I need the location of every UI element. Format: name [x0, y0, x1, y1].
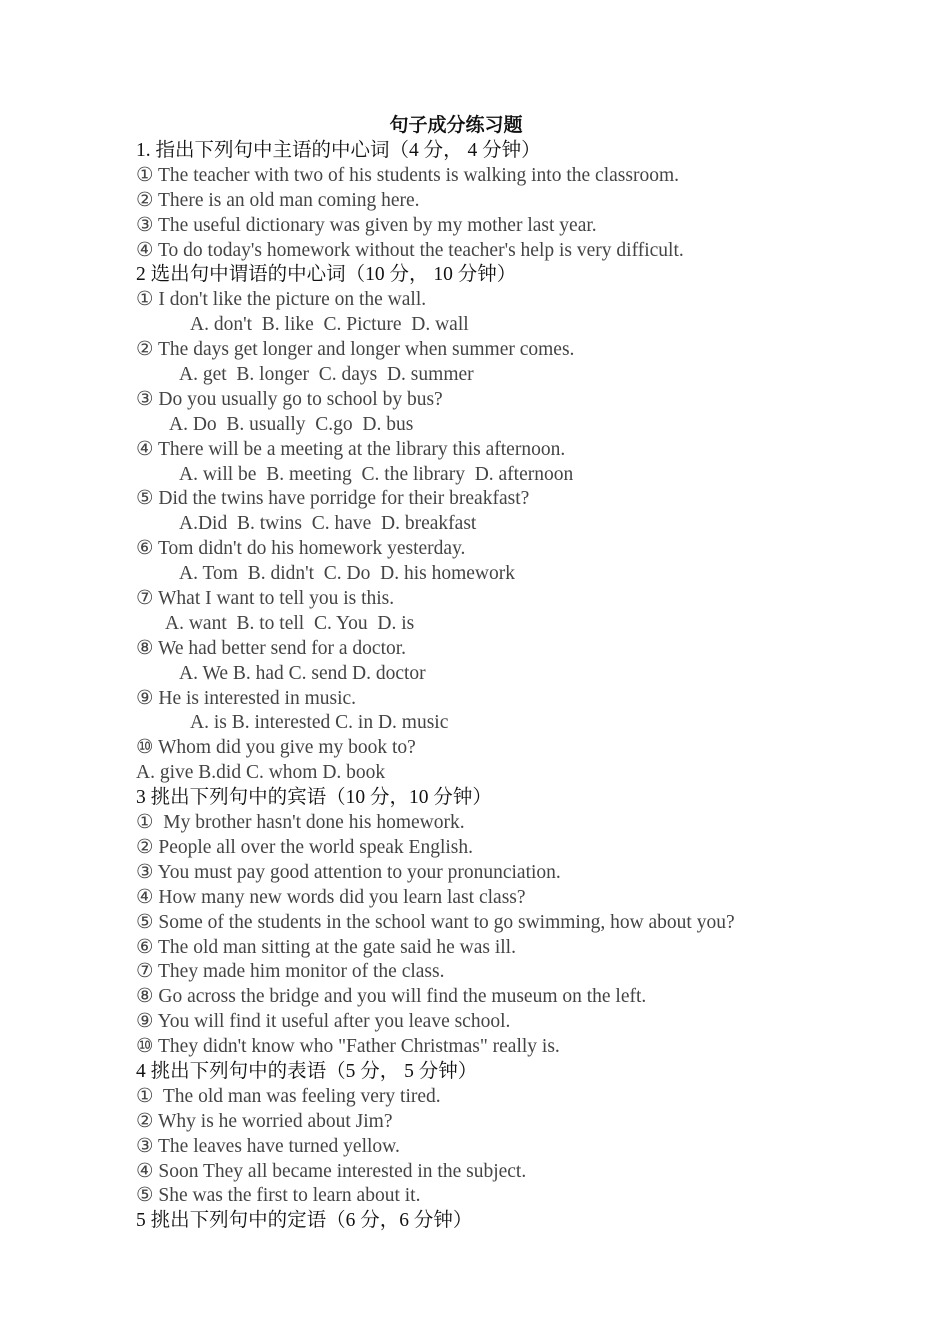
section-heading-1: 1. 指出下列句中主语的中心词（4 分， 4 分钟） — [136, 140, 541, 161]
question-item: ⑩ Whom did you give my book to? — [136, 737, 416, 759]
question-item: ⑨ He is interested in music. — [136, 687, 357, 709]
answer-options: A. want B. to tell C. You D. is — [165, 612, 415, 634]
question-item: ⑨ You will find it useful after you leave school. — [136, 1011, 511, 1033]
question-item: ⑤ She was the first to learn about it. — [136, 1185, 421, 1207]
question-item: ④ There will be a meeting at the library this afternoon. — [136, 438, 566, 460]
question-item: ② People all over the world speak English. — [136, 836, 473, 858]
question-item: ② There is an old man coming here. — [136, 189, 420, 211]
question-item: ⑤ Some of the students in the school want to go swimming, how about you? — [136, 911, 735, 933]
question-item: ④ How many new words did you learn last class? — [136, 886, 526, 908]
page-title: 句子成分练习题 — [389, 115, 523, 136]
answer-options: A. give B.did C. whom D. book — [136, 762, 386, 784]
section-heading-4: 4 挑出下列句中的表语（5 分， 5 分钟） — [136, 1060, 478, 1082]
question-item: ⑥ The old man sitting at the gate said he was ill. — [136, 936, 516, 958]
section-heading-2: 2 选出句中谓语的中心词（10 分， 10 分钟） — [136, 264, 517, 286]
question-item: ③ You must pay good attention to your pronunciation. — [136, 861, 561, 883]
answer-options: A. Do B. usually C.go D. bus — [169, 413, 414, 435]
question-item: ④ To do today's homework without the teacher's help is very difficult. — [136, 239, 684, 261]
question-item: ① My brother hasn't done his homework. — [136, 812, 465, 834]
question-item: ③ The useful dictionary was given by my mother last year. — [136, 214, 597, 236]
question-item: ⑧ We had better send for a doctor. — [136, 637, 407, 659]
question-item: ③ The leaves have turned yellow. — [136, 1135, 400, 1157]
question-item: ① The teacher with two of his students is walking into the classroom. — [136, 164, 679, 186]
question-item: ④ Soon They all became interested in the subject. — [136, 1160, 527, 1182]
question-item: ② Why is he worried about Jim? — [136, 1110, 393, 1132]
question-item: ⑧ Go across the bridge and you will find the museum on the left. — [136, 986, 647, 1008]
answer-options: A. We B. had C. send D. doctor — [179, 662, 426, 684]
question-item: ① I don't like the picture on the wall. — [136, 289, 427, 311]
section-heading-3: 3 挑出下列句中的宾语（10 分，10 分钟） — [136, 787, 492, 809]
answer-options: A. get B. longer C. days D. summer — [179, 364, 474, 386]
question-item: ⑥ Tom didn't do his homework yesterday. — [136, 538, 466, 560]
question-item: ⑤ Did the twins have porridge for their breakfast? — [136, 488, 530, 510]
question-item: ⑩ They didn't know who "Father Christmas" really is. — [136, 1036, 560, 1058]
section-heading-5: 5 挑出下列句中的定语（6 分，6 分钟） — [136, 1210, 473, 1232]
question-item: ⑦ They made him monitor of the class. — [136, 961, 445, 983]
question-item: ① The old man was feeling very tired. — [136, 1085, 441, 1107]
answer-options: A. will be B. meeting C. the library D. afternoon — [179, 463, 574, 485]
question-item: ⑦ What I want to tell you is this. — [136, 588, 395, 610]
answer-options: A. is B. interested C. in D. music — [190, 712, 449, 734]
question-item: ② The days get longer and longer when summer comes. — [136, 339, 575, 361]
question-item: ③ Do you usually go to school by bus? — [136, 388, 443, 410]
answer-options: A. don't B. like C. Picture D. wall — [190, 314, 469, 336]
answer-options: A.Did B. twins C. have D. breakfast — [179, 513, 477, 535]
exercise-content — [136, 113, 856, 1234]
answer-options: A. Tom B. didn't C. Do D. his homework — [179, 563, 516, 585]
